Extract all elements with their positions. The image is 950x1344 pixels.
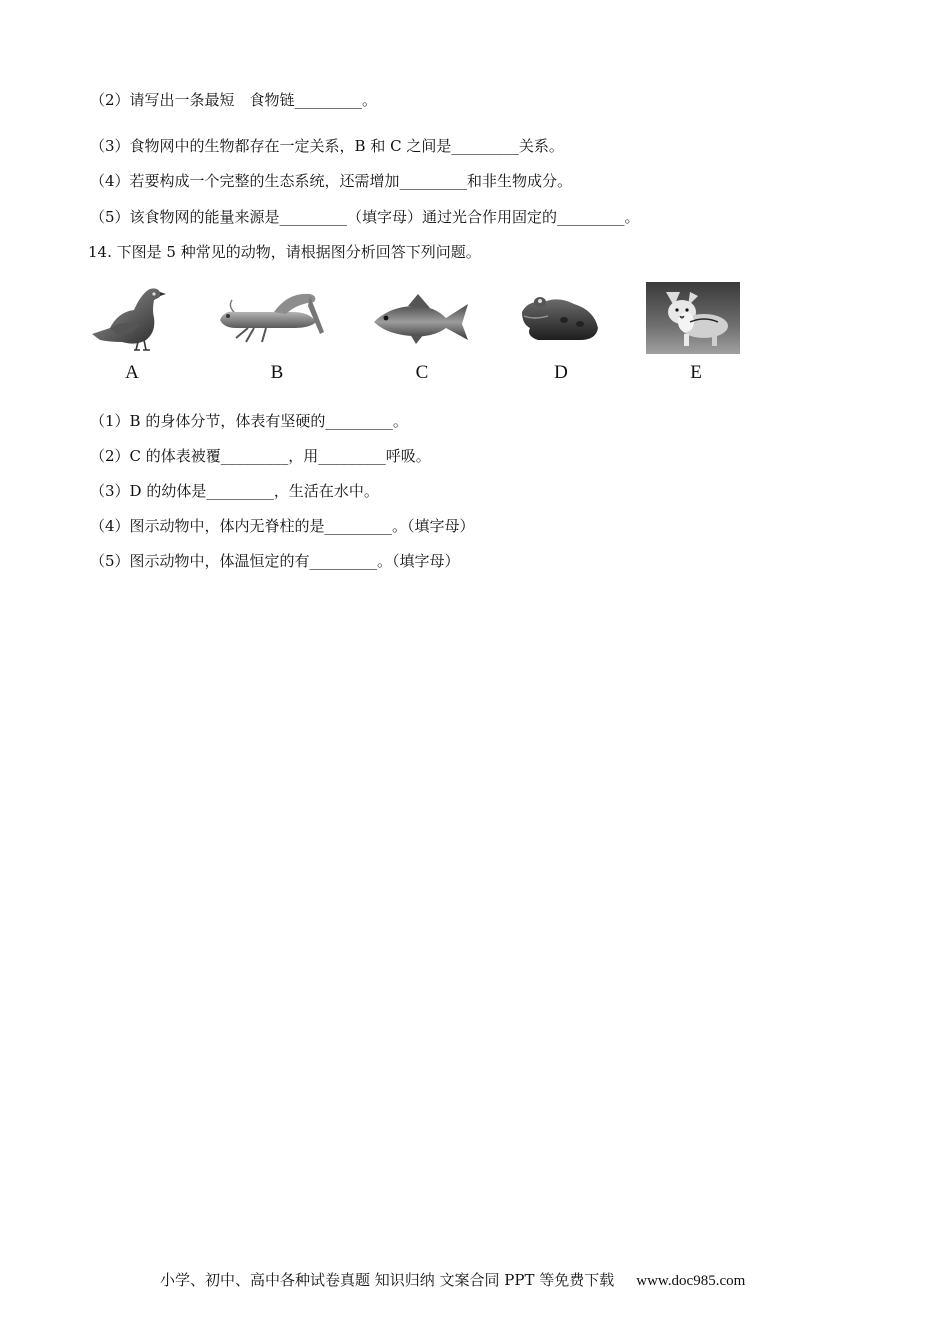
question-14-2: （2）C 的体表被覆_________，用_________呼吸。 [90,447,431,465]
pigeon-icon [88,282,168,354]
footer-url[interactable]: www.doc985.com [636,1273,746,1289]
animal-label-c: C [415,362,429,383]
question-13-5: （5）该食物网的能量来源是_________（填字母）通过光合作用固定的_________。 [90,208,640,226]
animal-figure [0,282,950,392]
animal-label-a: A [125,362,139,383]
question-13-3: （3）食物网中的生物都存在一定关系，B 和 C 之间是_________关系。 [90,137,564,155]
question-13-4: （4）若要构成一个完整的生态系统，还需增加_________和非生物成分。 [90,172,573,190]
fish-icon [372,282,472,354]
animal-label-b: B [270,362,284,383]
question-14-1: （1）B 的身体分节，体表有坚硬的_________。 [90,412,408,430]
animal-a [88,282,168,383]
dog-photo-icon [646,282,740,354]
animal-label-d: D [554,362,568,383]
animal-d [518,282,604,383]
page-footer [160,1270,745,1291]
footer-text: 小学、初中、高中各种试卷真题 知识归纳 文案合同 PPT 等免费下载 [160,1271,615,1289]
grasshopper-icon [214,282,330,354]
question-14-title: 14. 下图是 5 种常见的动物，请根据图分析回答下列问题。 [88,243,481,261]
animal-label-e: E [690,362,702,383]
question-14-3: （3）D 的幼体是_________，生活在水中。 [90,482,379,500]
question-13-2: （2）请写出一条最短 食物链_________。 [90,91,378,109]
question-14-4: （4）图示动物中，体内无脊柱的是_________。（填字母） [90,517,475,535]
animal-c [372,282,472,383]
question-14-5: （5）图示动物中，体温恒定的有_________。（填字母） [90,552,460,570]
animal-b [214,282,330,383]
animal-e [646,282,740,383]
frog-icon [518,282,604,354]
